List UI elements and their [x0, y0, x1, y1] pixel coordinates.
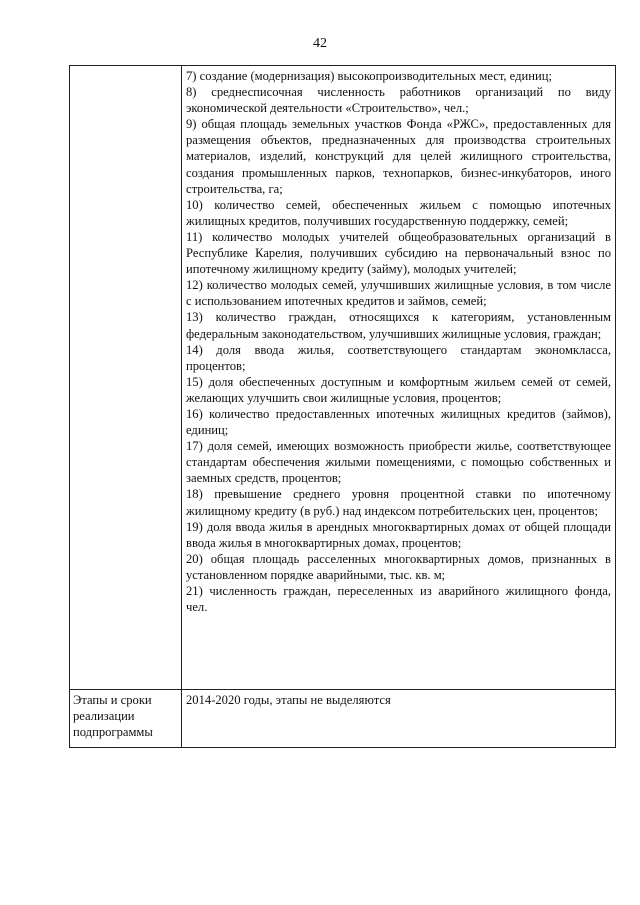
list-item: 14) доля ввода жилья, соответствующего стандартам экономкласса, процентов;: [186, 342, 611, 373]
list-item: 21) численность граждан, переселенных из аварийного жилищного фонда, чел.: [186, 584, 611, 615]
list-item: 20) общая площадь расселенных многоквартирных домов, признанных в установленном порядке аварийными, тыс. кв. м;: [186, 551, 611, 582]
list-item: 2014-2020 годы, этапы не выделяются: [186, 693, 391, 707]
list-item: 19) доля ввода жилья в арендных многоквартирных домах от общей площади ввода жилья в многоквартирных домах, процентов;: [186, 519, 611, 550]
list-item: 16) количество предоставленных ипотечных жилищных кредитов (займов), единиц;: [186, 406, 611, 438]
row-label: Этапы и сроки реализации подпрограммы: [70, 690, 182, 748]
list-item: 17) доля семей, имеющих возможность приобрести жилье, соответствующее стандартам обеспечения жилыми помещениями, с помощью собственных и заемных средств, процентов;: [186, 439, 611, 486]
list-item: 8) среднесписочная численность работников организаций по виду экономической деятельности «Строительство», чел.;: [186, 85, 611, 116]
indicators-cell: [182, 66, 616, 690]
page-number: 42: [313, 36, 327, 51]
list-item: 9) общая площадь земельных участков Фонда «РЖС», предоставленных для размещения объектов, предназначенных для производства строительных материалов, изделий, конструкций для целей жилищного строительства, создания промышленных парков, технопарков, бизнес-инкубаторов, иного строительства, га;: [186, 117, 611, 196]
list-item: 11) количество молодых учителей общеобразовательных организаций в Республике Карелия, получивших субсидию на первоначальный взнос по ипотечному жилищному кредиту (займу), молодых учителей;: [186, 229, 611, 277]
stages-cell: [182, 690, 616, 748]
list-item: 10) количество семей, обеспеченных жильем с помощью ипотечных жилищных кредитов, получивших государственную поддержку, семей;: [186, 197, 611, 228]
table-row-stages: [70, 690, 616, 748]
table-row-indicators: [70, 66, 616, 690]
subprogram-table: [69, 65, 616, 748]
list-item: 7) создание (модернизация) высокопроизводительных мест, единиц;: [186, 69, 552, 83]
list-item: 12) количество молодых семей, улучшивших жилищные условия, в том числе с использованием ипотечных кредитов и займов, семей;: [186, 278, 611, 309]
list-item: 13) количество граждан, относящихся к категориям, установленным федеральным законодательством, улучшивших жилищные условия, граждан;: [186, 310, 611, 341]
list-item: 15) доля обеспеченных доступным и комфортным жильем семей от семей, желающих улучшить свои жилищные условия, процентов;: [186, 374, 611, 405]
row-label: [70, 66, 182, 690]
list-item: 18) превышение среднего уровня процентной ставки по ипотечному жилищному кредиту (в руб.) над индексом потребительских цен, процентов;: [186, 487, 611, 518]
